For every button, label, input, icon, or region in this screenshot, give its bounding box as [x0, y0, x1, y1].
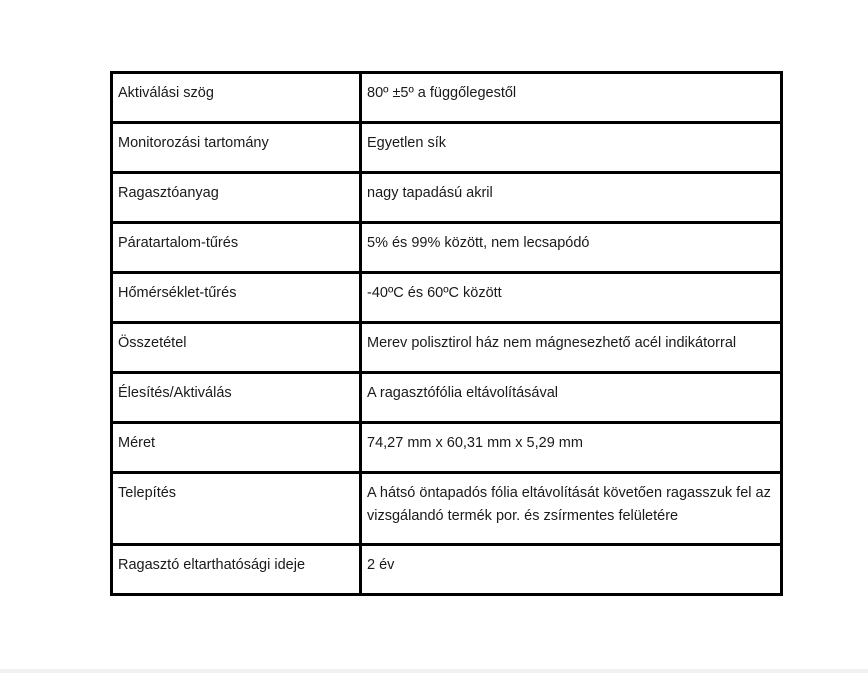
row-value: 74,27 mm x 60,31 mm x 5,29 mm	[361, 423, 782, 473]
row-value: 80º ±5º a függőlegestől	[361, 73, 782, 123]
row-label: Telepítés	[112, 473, 361, 545]
row-value: -40ºC és 60ºC között	[361, 273, 782, 323]
table-row	[112, 473, 782, 545]
table-row	[112, 423, 782, 473]
row-label: Ragasztó eltarthatósági ideje	[112, 545, 361, 595]
table-row	[112, 223, 782, 273]
table-row	[112, 273, 782, 323]
table-row	[112, 323, 782, 373]
table-row	[112, 173, 782, 223]
row-label: Élesítés/Aktiválás	[112, 373, 361, 423]
row-label: Hőmérséklet-tűrés	[112, 273, 361, 323]
row-value: Egyetlen sík	[361, 123, 782, 173]
row-value: A ragasztófólia eltávolításával	[361, 373, 782, 423]
table-row	[112, 545, 782, 595]
row-label: Méret	[112, 423, 361, 473]
spec-table	[110, 71, 783, 596]
row-value: 5% és 99% között, nem lecsapódó	[361, 223, 782, 273]
row-label: Összetétel	[112, 323, 361, 373]
row-label: Ragasztóanyag	[112, 173, 361, 223]
row-value: nagy tapadású akril	[361, 173, 782, 223]
table-row	[112, 373, 782, 423]
table-row	[112, 123, 782, 173]
page-bottom-edge	[0, 669, 868, 673]
row-label: Monitorozási tartomány	[112, 123, 361, 173]
row-value: 2 év	[361, 545, 782, 595]
row-value: A hátsó öntapadós fólia eltávolítását követően ragasszuk fel az vizsgálandó termék por. és zsírmentes felületére	[361, 473, 782, 545]
row-value: Merev polisztirol ház nem mágnesezhető acél indikátorral	[361, 323, 782, 373]
row-label: Aktiválási szög	[112, 73, 361, 123]
row-label: Páratartalom-tűrés	[112, 223, 361, 273]
table-row	[112, 73, 782, 123]
